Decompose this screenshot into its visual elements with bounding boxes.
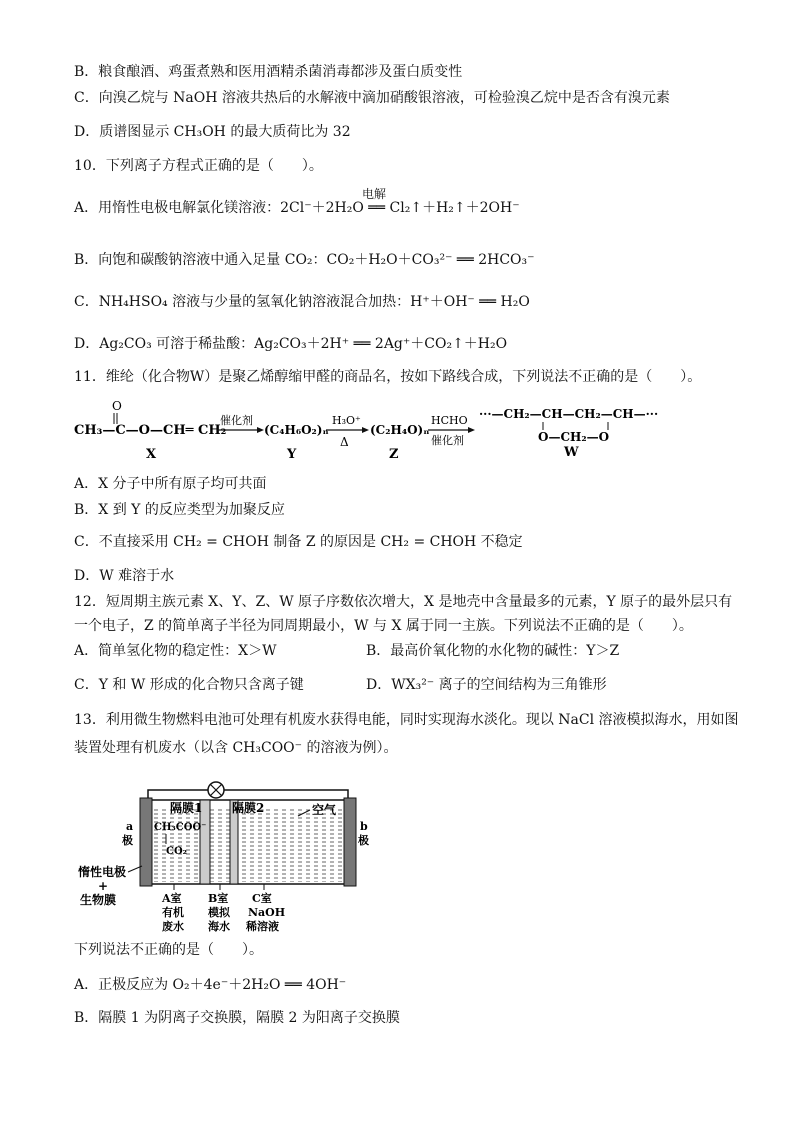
- b-electrode-ji: 极: [358, 834, 369, 847]
- question-9-option-b: B．粮食酿酒、鸡蛋煮熟和医用酒精杀菌消毒都涉及蛋白质变性: [74, 64, 463, 80]
- question-11-stem: 11．维纶（化合物W）是聚乙烯醇缩甲醛的商品名，按如下路线合成，下列说法不正确的是（ ）。: [74, 369, 702, 385]
- arrow-2-top: H₃O⁺: [332, 414, 361, 427]
- room-a-label-2: 有机: [162, 906, 184, 919]
- question-12-stem-line-1: 12．短周期主族元素 X、Y、Z、W 原子序数依次增大，X 是地壳中含量最多的元素，Y 原子的最外层只有: [74, 594, 733, 610]
- membrane-2-label: 隔膜2: [232, 801, 265, 815]
- question-11-option-a: A．X 分子中所有原子均可共面: [74, 476, 267, 492]
- b-electrode-label: b: [360, 820, 368, 833]
- question-13-stem-line-2: 装置处理有机废水（以含 CH₃COO⁻ 的溶液为例）。: [74, 740, 398, 756]
- electrode-label-3: 生物膜: [80, 893, 117, 907]
- question-13-stem-line-1: 13．利用微生物燃料电池可处理有机废水获得电能，同时实现海水淡化。现以 NaCl 溶液模拟海水，用如图: [74, 712, 739, 728]
- electrode-b: [344, 798, 356, 886]
- room-b-label-3: 海水: [208, 920, 230, 933]
- acetate-ion-label: CH₃COO⁻: [154, 822, 207, 833]
- room-c-label-2: NaOH: [248, 906, 286, 919]
- room-b-label-1: B室: [208, 892, 229, 905]
- room-c-label-3: 稀溶液: [246, 920, 279, 933]
- question-12-stem-line-2: 一个电子，Z 的简单离子半径为同周期最小，W 与 X 属于同一主族。下列说法不正确的是（ ）。: [74, 618, 693, 634]
- question-12-option-c: C．Y 和 W 形成的化合物只含离子键: [74, 677, 304, 693]
- question-10-option-a-condition: 电解: [362, 187, 387, 201]
- synthesis-route-scheme: [74, 396, 674, 466]
- electrode-label-1: 惰性电极: [78, 865, 127, 879]
- question-11-option-d: D．W 难溶于水: [74, 568, 175, 584]
- arrow-2-bottom: Δ: [340, 435, 349, 449]
- fuel-cell-diagram: [74, 772, 369, 934]
- question-12-option-a: A．简单氢化物的稳定性：X＞W: [74, 643, 277, 659]
- electrode-a: [140, 798, 152, 886]
- membrane-1-label: 隔膜1: [170, 801, 203, 815]
- arrow-3-bottom: 催化剂: [431, 434, 464, 447]
- question-13-option-b: B．隔膜 1 为阴离子交换膜，隔膜 2 为阳离子交换膜: [74, 1010, 400, 1026]
- a-electrode-ji: 极: [122, 834, 133, 847]
- question-9-option-c: C．向溴乙烷与 NaOH 溶液共热后的水解液中滴加硝酸银溶液，可检验溴乙烷中是否含有溴元素: [74, 90, 670, 106]
- y-formula: (C₄H₆O₂)ₙ: [264, 423, 329, 437]
- question-10-stem: 10．下列离子方程式正确的是（ ）。: [74, 158, 323, 174]
- question-9-option-d: D．质谱图显示 CH₃OH 的最大质荷比为 32: [74, 124, 351, 140]
- room-b-label-2: 模拟: [208, 906, 230, 919]
- question-12-option-b: B．最高价氧化物的水化物的碱性：Y＞Z: [366, 643, 620, 659]
- y-label: Y: [287, 447, 297, 462]
- z-label: Z: [389, 447, 399, 462]
- x-carbonyl-oxygen: O: [112, 399, 122, 413]
- w-chain: ···—CH₂—CH—CH₂—CH—···: [479, 407, 659, 421]
- question-12-option-d: D．WX₃²⁻ 离子的空间结构为三角锥形: [366, 677, 607, 693]
- question-10-option-a: A．用惰性电极电解氯化镁溶液：2Cl⁻＋2H₂O ══ Cl₂↑＋H₂↑＋2OH⁻: [74, 200, 520, 216]
- question-10-option-c: C．NH₄HSO₄ 溶液与少量的氢氧化钠溶液混合加热：H⁺＋OH⁻ ══ H₂O: [74, 294, 530, 310]
- question-13-stem: 下列说法不正确的是（ ）。: [74, 942, 263, 958]
- question-10-option-b: B．向饱和碳酸钠溶液中通入足量 CO₂：CO₂＋H₂O＋CO₃²⁻ ══ 2HCO₃⁻: [74, 252, 535, 268]
- question-11-option-b: B．X 到 Y 的反应类型为加聚反应: [74, 502, 285, 518]
- room-a-label-1: A室: [162, 892, 182, 905]
- room-c-label-1: C室: [252, 892, 272, 905]
- co2-label: CO₂: [166, 846, 188, 857]
- external-wire: [148, 790, 348, 800]
- arrow-3-top: HCHO: [431, 414, 468, 427]
- question-10-option-d: D．Ag₂CO₃ 可溶于稀盐酸：Ag₂CO₃＋2H⁺ ══ 2Ag⁺＋CO₂↑＋H₂O: [74, 336, 508, 352]
- room-a-label-3: 废水: [162, 920, 184, 933]
- question-11-option-c: C．不直接采用 CH₂ = CHOH 制备 Z 的原因是 CH₂ = CHOH 不稳定: [74, 534, 523, 550]
- a-electrode-label: a: [126, 820, 134, 833]
- question-13-option-a: A．正极反应为 O₂＋4e⁻＋2H₂O ══ 4OH⁻: [74, 977, 347, 993]
- x-formula: CH₃—C—O—CH═ CH₂: [74, 423, 227, 438]
- z-formula: (C₂H₄O)ₙ: [370, 423, 430, 437]
- w-label: W: [564, 445, 579, 460]
- w-ring: O—CH₂—O: [538, 430, 610, 444]
- x-label: X: [146, 447, 157, 462]
- air-label: 空气: [312, 803, 337, 817]
- electrode-label-2: +: [98, 879, 109, 893]
- arrow-1-condition: 催化剂: [220, 414, 253, 427]
